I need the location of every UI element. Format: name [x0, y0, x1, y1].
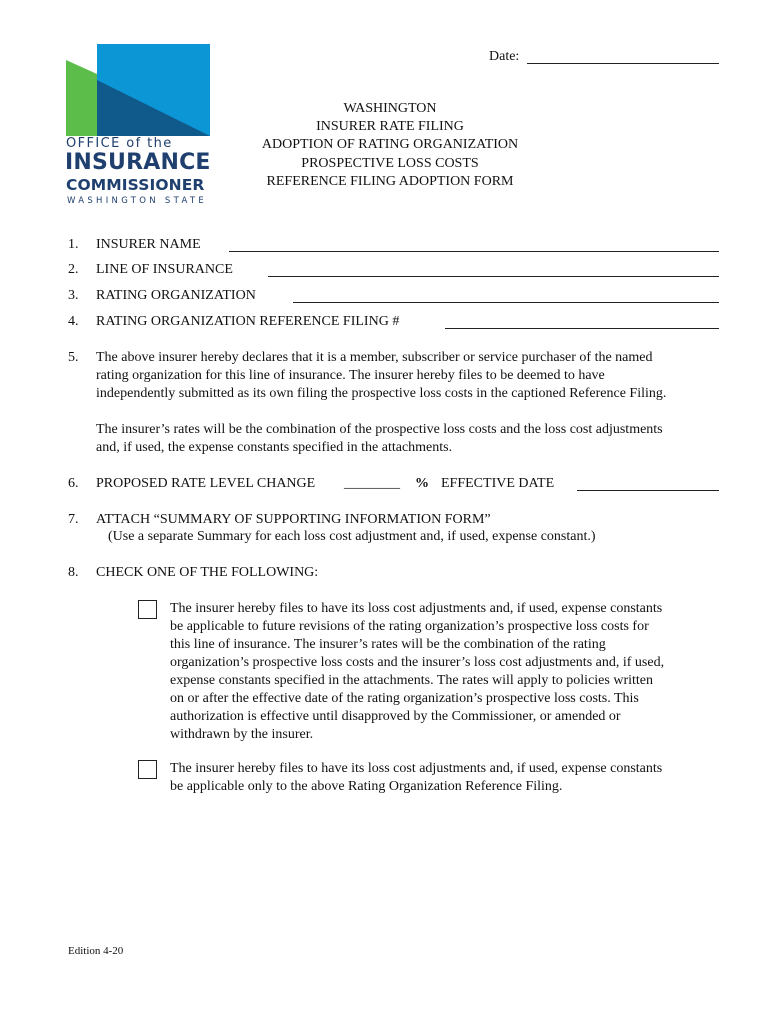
item-1-number: 1.: [68, 237, 79, 252]
logo-graphic: [64, 42, 214, 138]
logo-line-state: WASHINGTON STATE: [67, 196, 208, 206]
heading-line-2: INSURER RATE FILING: [316, 119, 464, 135]
option-2-text: The insurer hereby files to have its loss cost adjustments and, if used, expense constants be applicable only to the above Rating Organization Reference Filing.: [170, 761, 663, 794]
item-7-note: (Use a separate Summary for each loss cost adjustment and, if used, expense constant.): [108, 529, 596, 544]
item-8-label: CHECK ONE OF THE FOLLOWING:: [96, 565, 319, 580]
option-1-checkbox[interactable]: [138, 600, 157, 619]
heading-line-1: WASHINGTON: [343, 101, 437, 116]
oic-logo: [64, 42, 214, 207]
item-2-number: 2.: [68, 262, 79, 277]
form-heading: [240, 100, 540, 191]
percent-sign: %: [415, 476, 429, 491]
edition-label: Edition 4-20: [68, 945, 124, 957]
item-2-label: LINE OF INSURANCE: [96, 262, 233, 277]
item-5-rates-note: The insurer’s rates will be the combination of the prospective loss costs and the loss cost adjustments and, if used, the expense constants specified in the attachments.: [96, 422, 663, 455]
date-label: Date:: [489, 49, 520, 64]
item-6-label: PROPOSED RATE LEVEL CHANGE: [96, 476, 316, 491]
item-7-number: 7.: [68, 512, 79, 527]
item-5-declaration: The above insurer hereby declares that it is a member, subscriber or service purchaser of the named rating organization for this line of insurance. The insurer hereby files to be deemed to have independently submitted as its own filing the prospective loss costs in the captioned Reference Filing.: [96, 350, 667, 401]
heading-line-4: PROSPECTIVE LOSS COSTS: [301, 155, 479, 171]
heading-line-5: REFERENCE FILING ADOPTION FORM: [266, 173, 514, 189]
reference-filing-number-field[interactable]: [445, 328, 719, 329]
logo-green-shape: [66, 60, 97, 136]
item-4-label: RATING ORGANIZATION REFERENCE FILING #: [96, 314, 400, 329]
heading-line-3: ADOPTION OF RATING ORGANIZATION: [261, 137, 519, 153]
item-1-label: INSURER NAME: [96, 237, 201, 252]
date-field[interactable]: [527, 63, 719, 64]
option-1-text: The insurer hereby files to have its loss cost adjustments and, if used, expense constants be applicable to future revisions of the rating organization’s prospective loss costs for this line of insurance. The insurer’s rates will be the combination of the rating organization’s prospective loss costs and the insurer’s loss cost adjustments and, if used, expense constants specified in the attachments. The rates will apply to policies written on or after the effective date of the rating organization’s prospective loss costs. This authorization is effective until disapproved by the Commissioner, or amended or withdrawn by the insurer.: [170, 601, 665, 742]
insurer-name-field[interactable]: [229, 251, 719, 252]
option-2-checkbox[interactable]: [138, 760, 157, 779]
item-3-number: 3.: [68, 288, 79, 303]
item-5-number: 5.: [68, 350, 79, 365]
line-of-insurance-field[interactable]: [268, 276, 719, 277]
logo-line-office: OFFICE of the: [66, 136, 173, 151]
effective-date-label: EFFECTIVE DATE: [441, 476, 555, 491]
rating-organization-field[interactable]: [293, 302, 719, 303]
item-8-number: 8.: [68, 565, 79, 580]
item-6-number: 6.: [68, 476, 79, 491]
rate-level-change-field[interactable]: ________: [344, 476, 400, 491]
logo-line-commissioner: COMMISSIONER: [66, 176, 205, 194]
item-4-number: 4.: [68, 314, 79, 329]
item-7-label: ATTACH “SUMMARY OF SUPPORTING INFORMATION FORM”: [96, 512, 491, 527]
item-3-label: RATING ORGANIZATION: [96, 288, 256, 303]
logo-line-insurance: INSURANCE: [65, 150, 211, 175]
effective-date-field[interactable]: [577, 490, 719, 491]
